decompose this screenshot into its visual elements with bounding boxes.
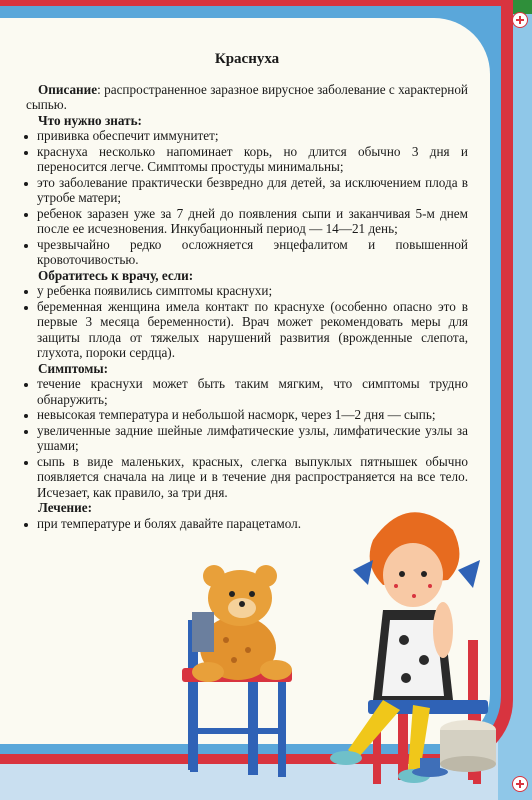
section-heading: Обратитесь к врачу, если: bbox=[38, 267, 194, 283]
list-item: ребенок заразен уже за 7 дней до появления сыпи и заканчивая 5-м днем после ее исчезновения. Инкубационный период — 14—21 день; bbox=[26, 206, 468, 237]
section-heading: Лечение: bbox=[38, 500, 92, 515]
illustration-sick-girl-and-teddy bbox=[168, 500, 508, 790]
section-know bbox=[26, 113, 468, 268]
section-symptoms bbox=[26, 361, 468, 501]
bullet-list bbox=[26, 376, 468, 500]
list-item: у ребенка появились симптомы краснухи; bbox=[26, 283, 468, 299]
list-item: это заболевание практически безвредно для детей, за исключением плода в утробе матери; bbox=[26, 175, 468, 206]
list-item: при температуре и болях давайте парацетамол. bbox=[26, 516, 468, 532]
section-heading: Что нужно знать: bbox=[38, 112, 142, 128]
section-heading: Симптомы: bbox=[38, 360, 109, 376]
bullet-list bbox=[26, 283, 468, 361]
towel-icon bbox=[192, 612, 214, 652]
list-item: краснуха несколько напоминает корь, но длится обычно 3 дня и переносится легче. Симптомы простуды минимальны; bbox=[26, 144, 468, 175]
pot-icon bbox=[440, 720, 496, 772]
list-item: течение краснухи может быть таким мягким, что симптомы трудно обнаружить; bbox=[26, 376, 468, 407]
article bbox=[26, 52, 468, 531]
red-cross-icon-top bbox=[512, 12, 528, 28]
description bbox=[26, 82, 468, 113]
page-title: Краснуха bbox=[214, 51, 280, 67]
red-cross-icon-bottom bbox=[512, 776, 528, 792]
list-item: чрезвычайно редко осложняется энцефалитом и повышенной кровоточивостью. bbox=[26, 237, 468, 268]
description-text: : распространенное заразное вирусное заболевание с характерной сыпью. bbox=[26, 81, 468, 112]
section-doctor bbox=[26, 268, 468, 361]
list-item: увеличенные задние шейные лимфатические узлы, лимфатические узлы за ушами; bbox=[26, 423, 468, 454]
bullet-list bbox=[26, 128, 468, 268]
list-item: прививка обеспечит иммунитет; bbox=[26, 128, 468, 144]
description-label: Описание bbox=[38, 81, 98, 97]
list-item: беременная женщина имела контакт по краснухе (особенно опасно это в первые 3 месяца беременности). Врач может рекомендовать меры для защиты плода от тяжелых нарушений развития (врожденные слепота, глухота, пороки сердца). bbox=[26, 299, 468, 361]
list-item: сыпь в виде маленьких, красных, слегка выпуклых пятнышек обычно появляется сначала на лице и в течение дня распространяется на все тело. Исчезает, как правило, за три дня. bbox=[26, 454, 468, 501]
list-item: невысокая температура и небольшой насморк, через 1—2 дня — сыпь; bbox=[26, 407, 468, 423]
